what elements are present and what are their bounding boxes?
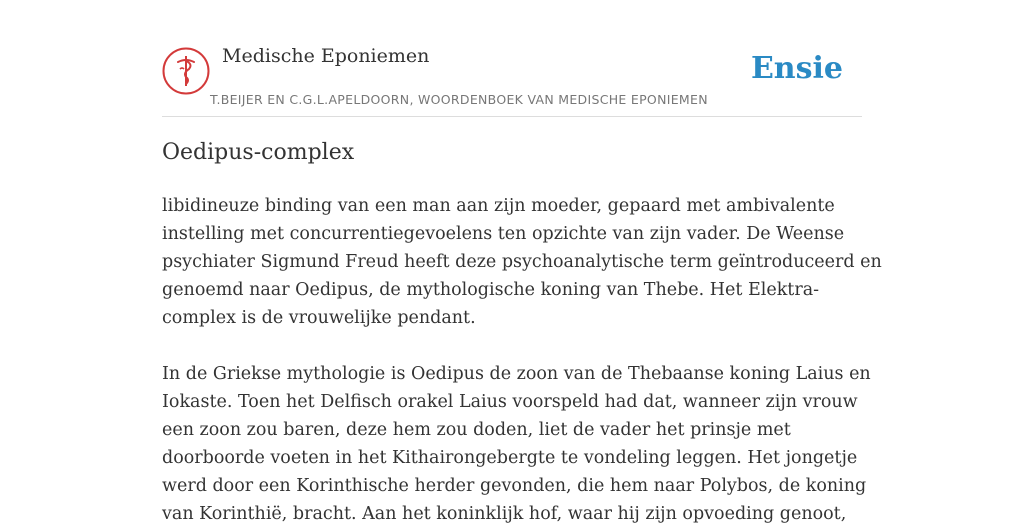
text-line: libidineuze binding van een man aan zijn moeder, gepaard met ambivalente	[162, 196, 835, 216]
text-line: genoemd naar Oedipus, de mythologische koning van Thebe. Het Elektra-	[162, 280, 820, 300]
text-line: van Korinthië, bracht. Aan het koninklijk hof, waar hij zijn opvoeding genoot,	[162, 504, 847, 524]
source-title[interactable]: Medische Eponiemen	[222, 45, 430, 67]
entry-body	[162, 192, 882, 528]
text-line: werd door een Korinthische herder gevonden, die hem naar Polybos, de koning	[162, 476, 867, 496]
text-line: instelling met concurrentiegevoelens ten opzichte van zijn vader. De Weense	[162, 224, 845, 244]
text-line: Iokaste. Toen het Delfisch orakel Laius voorspeld had dat, wanneer zijn vrouw	[162, 392, 858, 412]
paragraph-spacer	[162, 332, 862, 360]
paragraph	[162, 360, 871, 528]
source-header	[162, 44, 862, 117]
text-line: complex is de vrouwelijke pendant.	[162, 308, 476, 328]
text-line: psychiater Sigmund Freud heeft deze psychoanalytische term geïntroduceerd en	[162, 252, 882, 272]
text-line: een zoon zou baren, deze hem zou doden, liet de vader het prinsje met	[162, 420, 791, 440]
caduceus-icon[interactable]	[162, 47, 210, 95]
entry-title: Oedipus-complex	[162, 140, 355, 165]
ensie-logo[interactable]: Ensie	[750, 51, 843, 86]
source-subtitle[interactable]: T.BEIJER EN C.G.L.APELDOORN, WOORDENBOEK VAN MEDISCHE EPONIEMEN	[210, 92, 708, 107]
text-line: doorboorde voeten in het Kithairongebergte te vondeling leggen. Het jongetje	[162, 448, 858, 468]
paragraph	[162, 192, 882, 332]
text-line: In de Griekse mythologie is Oedipus de zoon van de Thebaanse koning Laius en	[162, 364, 871, 384]
